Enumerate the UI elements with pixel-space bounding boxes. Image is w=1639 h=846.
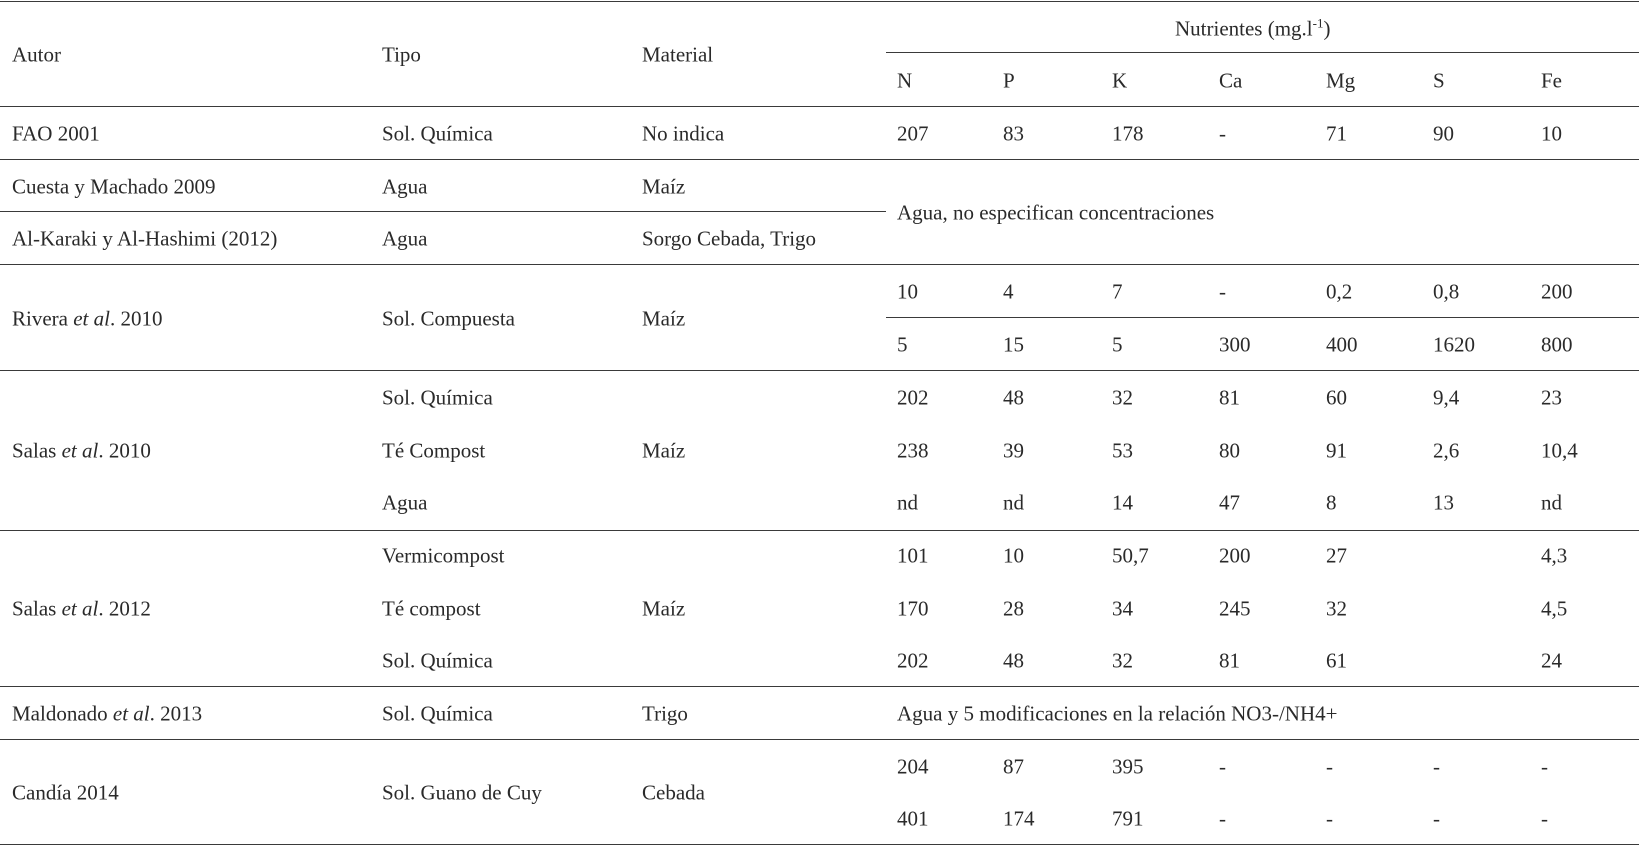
candia-2-k: 791 — [1112, 806, 1144, 831]
salas2010-3-fe: nd — [1541, 490, 1562, 515]
header-autor: Autor — [12, 42, 61, 67]
header-col-n: N — [897, 68, 913, 93]
salas2012-autor-year: . 2012 — [98, 596, 151, 621]
salas2012-3-p: 48 — [1003, 648, 1024, 673]
salas2010-autor-etal: et al — [61, 438, 99, 463]
nutrientes-paren: ) — [1323, 16, 1331, 41]
maldonado-note: Agua y 5 modificaciones en la relación NO3-/NH4+ — [897, 701, 1338, 726]
rule-rivera-bottom — [0, 370, 1639, 371]
salas2012-autor-name: Salas — [12, 596, 62, 621]
header-col-fe: Fe — [1541, 68, 1562, 93]
agua-note: Agua, no especifican concentraciones — [897, 200, 1215, 225]
salas2010-2-p: 39 — [1003, 438, 1024, 463]
fao-ca: - — [1219, 121, 1226, 146]
salas2012-1-fe: 4,3 — [1541, 543, 1568, 568]
salas2010-2-mg: 91 — [1326, 438, 1347, 463]
salas2012-2-n: 170 — [897, 596, 929, 621]
salas2010-3-mg: 8 — [1326, 490, 1337, 515]
fao-material: No indica — [642, 121, 725, 146]
rule-top — [0, 1, 1639, 2]
rivera-2-n: 5 — [897, 332, 908, 357]
alkaraki-autor: Al-Karaki y Al-Hashimi (2012) — [12, 226, 278, 251]
salas2012-1-mg: 27 — [1326, 543, 1347, 568]
rivera-1-mg: 0,2 — [1326, 279, 1353, 304]
salas2010-2-fe: 10,4 — [1541, 438, 1578, 463]
rivera-1-k: 7 — [1112, 279, 1123, 304]
candia-2-s: - — [1433, 806, 1440, 831]
salas2012-autor-etal: et al — [61, 596, 99, 621]
salas2012-material: Maíz — [642, 596, 686, 621]
salas2012-2-mg: 32 — [1326, 596, 1347, 621]
salas2012-3-fe: 24 — [1541, 648, 1562, 673]
salas2010-1-ca: 81 — [1219, 385, 1240, 410]
rivera-2-k: 5 — [1112, 332, 1123, 357]
salas2010-1-mg: 60 — [1326, 385, 1347, 410]
rivera-2-ca: 300 — [1219, 332, 1251, 357]
salas2012-2-k: 34 — [1112, 596, 1133, 621]
salas2010-tipo-3: Agua — [382, 490, 428, 515]
header-tipo: Tipo — [382, 42, 421, 67]
fao-k: 178 — [1112, 121, 1144, 146]
rivera-1-p: 4 — [1003, 279, 1014, 304]
header-col-k: K — [1112, 68, 1128, 93]
candia-2-n: 401 — [897, 806, 929, 831]
header-col-s: S — [1433, 68, 1445, 93]
rivera-1-ca: - — [1219, 279, 1226, 304]
rivera-tipo: Sol. Compuesta — [382, 306, 516, 331]
salas2012-2-ca: 245 — [1219, 596, 1251, 621]
salas2010-3-n: nd — [897, 490, 918, 515]
salas2010-3-p: nd — [1003, 490, 1024, 515]
salas2010-3-s: 13 — [1433, 490, 1454, 515]
candia-autor: Candía 2014 — [12, 780, 119, 805]
salas2012-1-n: 101 — [897, 543, 929, 568]
rivera-material: Maíz — [642, 306, 686, 331]
cuesta-tipo: Agua — [382, 174, 428, 199]
salas2010-autor-year: . 2010 — [98, 438, 151, 463]
salas2010-2-k: 53 — [1112, 438, 1133, 463]
salas2010-1-s: 9,4 — [1433, 385, 1460, 410]
salas2010-2-s: 2,6 — [1433, 438, 1460, 463]
alkaraki-material: Sorgo Cebada, Trigo — [642, 226, 817, 251]
salas2012-3-k: 32 — [1112, 648, 1133, 673]
header-material: Material — [642, 42, 714, 67]
nutrientes-label: Nutrientes (mg.l — [1175, 16, 1313, 41]
candia-1-n: 204 — [897, 754, 929, 779]
cuesta-material: Maíz — [642, 174, 686, 199]
candia-tipo: Sol. Guano de Cuy — [382, 780, 542, 805]
header-col-p: P — [1003, 68, 1015, 93]
candia-2-ca: - — [1219, 806, 1226, 831]
salas2012-3-n: 202 — [897, 648, 929, 673]
rivera-autor-etal: et al — [73, 306, 110, 331]
rule-rivera-mid — [886, 317, 1639, 318]
rivera-autor-name: Rivera — [12, 306, 74, 331]
maldonado-material: Trigo — [642, 701, 688, 726]
candia-1-p: 87 — [1003, 754, 1024, 779]
maldonado-autor — [12, 701, 203, 726]
rule-salas2012-bottom — [0, 686, 1639, 687]
salas2012-2-fe: 4,5 — [1541, 596, 1568, 621]
salas2010-material: Maíz — [642, 438, 686, 463]
candia-1-fe: - — [1541, 754, 1548, 779]
rivera-2-mg: 400 — [1326, 332, 1358, 357]
salas2010-3-k: 14 — [1112, 490, 1133, 515]
maldonado-autor-etal: et al — [112, 701, 150, 726]
rule-cuesta-bottom — [0, 211, 886, 212]
fao-n: 207 — [897, 121, 929, 146]
fao-s: 90 — [1433, 121, 1454, 146]
salas2010-1-p: 48 — [1003, 385, 1024, 410]
nutrientes-unit-exponent: -1 — [1312, 15, 1324, 31]
salas2010-2-n: 238 — [897, 438, 929, 463]
salas2010-autor — [12, 438, 151, 463]
fao-tipo: Sol. Química — [382, 121, 493, 146]
rule-bottom — [0, 844, 1639, 845]
rule-nutrients-sub — [886, 52, 1639, 53]
rivera-2-fe: 800 — [1541, 332, 1573, 357]
maldonado-tipo: Sol. Química — [382, 701, 493, 726]
candia-2-fe: - — [1541, 806, 1548, 831]
rule-fao-bottom — [0, 159, 1639, 160]
salas2012-1-ca: 200 — [1219, 543, 1251, 568]
salas2010-tipo-1: Sol. Química — [382, 385, 493, 410]
salas2012-tipo-1: Vermicompost — [382, 543, 505, 568]
salas2010-3-ca: 47 — [1219, 490, 1240, 515]
maldonado-autor-year: . 2013 — [149, 701, 203, 726]
header-nutrientes — [1175, 15, 1331, 41]
candia-material: Cebada — [642, 780, 705, 805]
salas2012-3-ca: 81 — [1219, 648, 1240, 673]
rivera-1-fe: 200 — [1541, 279, 1573, 304]
rivera-autor-year: . 2010 — [109, 306, 163, 331]
salas2012-1-k: 50,7 — [1112, 543, 1149, 568]
salas2012-2-p: 28 — [1003, 596, 1024, 621]
maldonado-autor-name: Maldonado — [12, 701, 113, 726]
alkaraki-tipo: Agua — [382, 226, 428, 251]
candia-1-ca: - — [1219, 754, 1226, 779]
rule-header-bottom — [0, 106, 1639, 107]
salas2012-3-mg: 61 — [1326, 648, 1347, 673]
header-col-mg: Mg — [1326, 68, 1356, 93]
candia-2-mg: - — [1326, 806, 1333, 831]
header-col-ca: Ca — [1219, 68, 1243, 93]
rivera-1-n: 10 — [897, 279, 918, 304]
rule-alkaraki-bottom — [0, 264, 1639, 265]
rivera-autor — [12, 306, 163, 331]
candia-2-p: 174 — [1003, 806, 1035, 831]
rule-salas2010-bottom — [0, 530, 1639, 531]
salas2010-1-k: 32 — [1112, 385, 1133, 410]
candia-1-mg: - — [1326, 754, 1333, 779]
fao-fe: 10 — [1541, 121, 1562, 146]
salas2010-2-ca: 80 — [1219, 438, 1240, 463]
fao-mg: 71 — [1326, 121, 1347, 146]
candia-1-k: 395 — [1112, 754, 1144, 779]
salas2010-tipo-2: Té Compost — [382, 438, 486, 463]
fao-p: 83 — [1003, 121, 1024, 146]
salas2010-1-fe: 23 — [1541, 385, 1562, 410]
rivera-1-s: 0,8 — [1433, 279, 1460, 304]
salas2012-tipo-3: Sol. Química — [382, 648, 493, 673]
rule-maldonado-bottom — [0, 739, 1639, 740]
salas2012-1-p: 10 — [1003, 543, 1024, 568]
salas2010-autor-name: Salas — [12, 438, 62, 463]
fao-autor: FAO 2001 — [12, 121, 100, 146]
cuesta-autor: Cuesta y Machado 2009 — [12, 174, 216, 199]
rivera-2-p: 15 — [1003, 332, 1024, 357]
salas2012-tipo-2: Té compost — [382, 596, 481, 621]
salas2012-autor — [12, 596, 151, 621]
candia-1-s: - — [1433, 754, 1440, 779]
salas2010-1-n: 202 — [897, 385, 929, 410]
rivera-2-s: 1620 — [1433, 332, 1475, 357]
